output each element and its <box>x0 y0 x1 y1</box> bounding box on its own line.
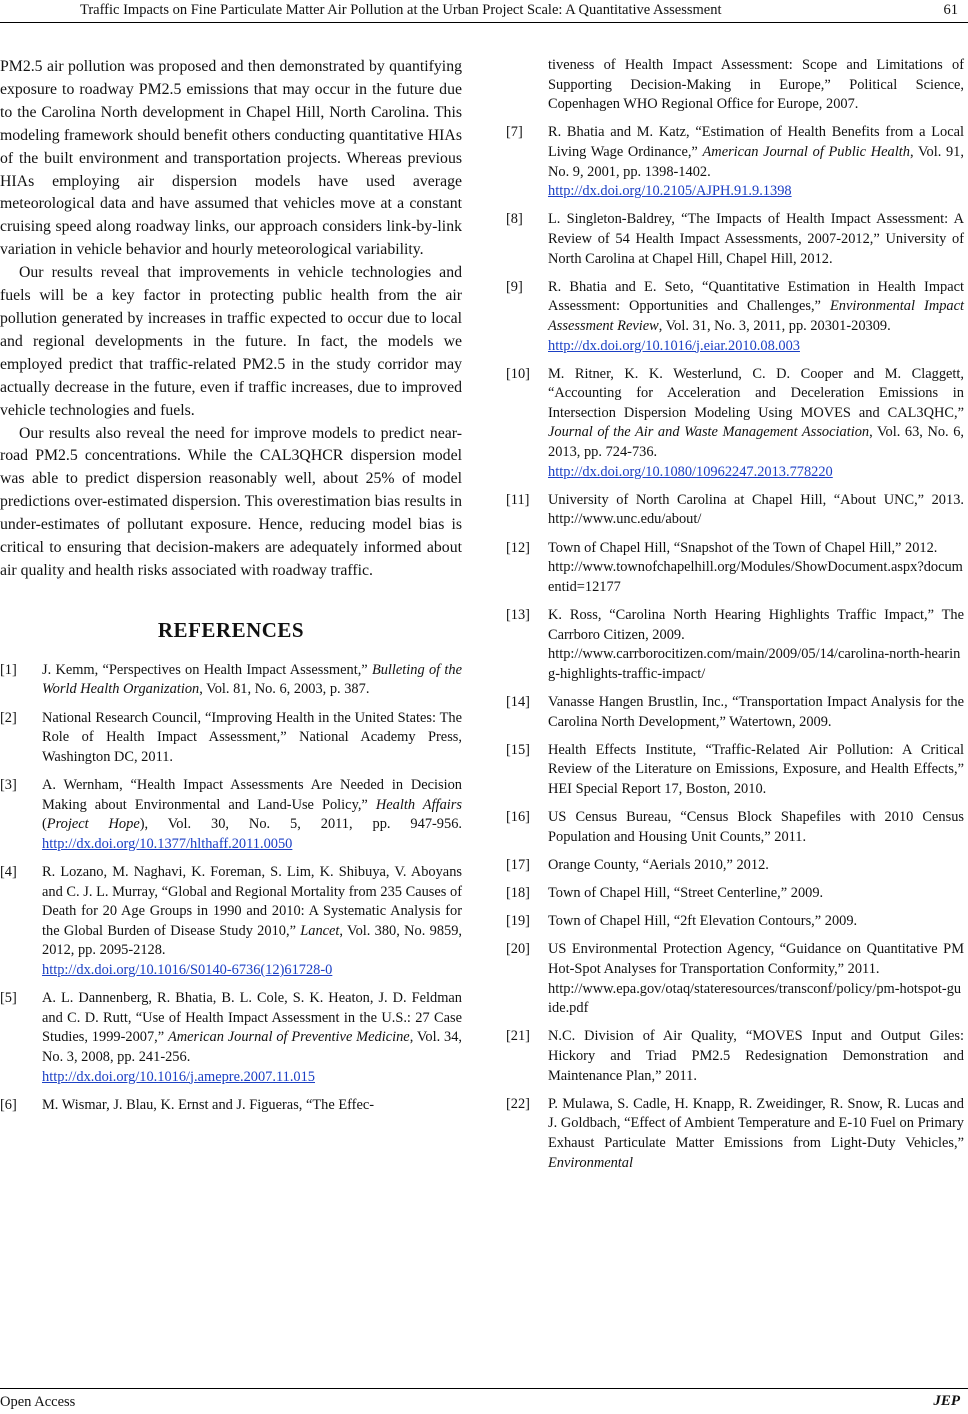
reference-text: P. Mulawa, S. Cadle, H. Knapp, R. Zweidinger, R. Snow, R. Lucas and J. Goldbach, “Effect of Ambient Temperature and E-10 Fuel on Primary Exhaust Particulate Matter Emissions from Light-Duty Vehicles,” Environmental <box>548 1095 964 1171</box>
reference-item <box>506 741 964 800</box>
reference-item <box>0 776 462 854</box>
reference-number: [1] <box>0 661 17 678</box>
open-access-label: Open Access <box>0 1394 76 1410</box>
reference-text: M. Wismar, J. Blau, K. Ernst and J. Figueras, “The Effec- <box>42 1096 375 1113</box>
journal-abbrev: JEP <box>933 1393 960 1409</box>
reference-number: [22] <box>506 1095 530 1112</box>
reference-number: [13] <box>506 607 530 623</box>
reference-text: R. Bhatia and M. Katz, “Estimation of Health Benefits from a Local Living Wage Ordinance,” American Journal of Public Health, Vol. 91, No. 9, 2001, pp. 1398-1402. http://dx.doi.org/10.2105/AJPH.91.9.1398 <box>548 124 964 200</box>
reference-text: R. Bhatia and E. Seto, “Quantitative Estimation in Health Impact Assessment: Opportunities and Challenges,” Environmental Impact Assessment Review, Vol. 31, No. 3, 2011, pp. 20301-20309. http://dx.doi.org/10.1016/j.eiar.2010.08.003 <box>548 278 964 354</box>
body-paragraph: Our results reveal that improvements in vehicle technologies and fuels will be a key factor in protecting public health from the air pollution generated by increases in traffic expected to occur due to local and regional developments in the future. In fact, the models we employed predict that traffic-related PM2.5 in the study corridor may actually decrease in the future, even if traffic increases, due to improved vehicle technologies and fuels. <box>0 264 462 419</box>
page-footer <box>0 1388 968 1414</box>
reference-text: National Research Council, “Improving Health in the United States: The Role of Health Impact Assessment,” National Academy Press, Washington DC, 2011. <box>42 709 462 765</box>
reference-item <box>506 1027 964 1086</box>
reference-number: [7] <box>506 124 523 141</box>
reference-number: [5] <box>0 990 17 1007</box>
reference-text: A. Wernham, “Health Impact Assessments Are Needed in Decision Making about Environmental and Land-Use Policy,” Health Affairs (Project Hope), Vol. 30, No. 5, 2011, pp. 947-956. http://dx.doi.org/10.1377/hlthaff.2011.0050 <box>42 777 462 852</box>
reference-continuation: tiveness of Health Impact Assessment: Scope and Limitations of Supporting Decision-Making in Europe,” Political Science, Copenhagen WHO Regional Office for Europe, 2007. <box>548 57 964 113</box>
reference-text: Health Effects Institute, “Traffic-Related Air Pollution: A Critical Review of the Literature on Emissions, Exposure, and Health Effects,” HEI Special Report 17, Boston, 2010. <box>548 741 964 797</box>
reference-url: http://www.epa.gov/otaq/stateresources/transconf/policy/pm-hotspot-guide.pdf <box>548 980 962 1017</box>
doi-link[interactable]: http://dx.doi.org/10.2105/AJPH.91.9.1398 <box>548 183 792 200</box>
reference-text: L. Singleton-Baldrey, “The Impacts of Health Impact Assessment: A Review of 54 Health Impact Assessments, 2007-2012,” University of North Carolina at Chapel Hill, Chapel Hill, 2012. <box>548 211 964 267</box>
reference-number: [21] <box>506 1028 530 1045</box>
reference-text: Town of Chapel Hill, “Snapshot of the Town of Chapel Hill,” 2012. http://www.townofchapelhill.org/Modules/ShowDocument.aspx?documentid=12177 <box>548 539 963 595</box>
reference-url: http://www.carrborocitizen.com/main/2009/05/14/carolina-north-hearing-highlights-traffic-impact/ <box>548 646 961 682</box>
reference-item <box>506 808 964 847</box>
reference-item <box>0 863 462 981</box>
reference-item <box>506 491 964 530</box>
reference-item <box>0 1096 462 1116</box>
reference-number: [6] <box>0 1096 17 1113</box>
reference-url: http://www.townofchapelhill.org/Modules/ShowDocument.aspx?documentid=12177 <box>548 559 963 595</box>
reference-text: A. L. Dannenberg, R. Bhatia, B. L. Cole, S. K. Heaton, J. D. Feldman and C. D. Rutt, “Use of Health Impact Assessment in the U.S.: 27 Case Studies, 1999-2007,” American Journal of Preventive Medicine, Vol. 34, No. 3, 2008, pp. 241-256. http://dx.doi.org/10.1016/j.amepre.2007.11.015 <box>42 990 462 1085</box>
reference-text: Orange County, “Aerials 2010,” 2012. <box>548 856 769 873</box>
reference-text: Vanasse Hangen Brustlin, Inc., “Transportation Impact Analysis for the Carolina North Development,” Watertown, 2009. <box>548 693 964 730</box>
reference-number: [20] <box>506 941 530 958</box>
reference-item <box>506 912 964 932</box>
reference-text: US Environmental Protection Agency, “Guidance on Quantitative PM Hot-Spot Analyses for Transportation Conformity,” 2011. http://www.epa.gov/otaq/stateresources/transconf/policy/pm-hotspot-guide.pdf <box>548 941 964 1017</box>
reference-item <box>0 709 462 768</box>
reference-number: [17] <box>506 856 530 873</box>
reference-item <box>506 210 964 269</box>
reference-item <box>506 365 964 483</box>
reference-number: [3] <box>0 777 17 793</box>
reference-number: [15] <box>506 741 530 758</box>
reference-item <box>506 693 964 732</box>
reference-number: [4] <box>0 863 17 880</box>
reference-number: [11] <box>506 491 530 508</box>
reference-number: [12] <box>506 539 530 556</box>
body-paragraph: Our results also reveal the need for improve models to predict near-road PM2.5 concentrations. While the CAL3QHCR dispersion model was able to predict dispersion reasonably well, about 25% of model predictions over-estimated dispersion. This overestimation bias results in under-estimates of pollutant exposure. Hence, reducing model bias is critical to ensuring that decision-makers are adequately informed about air quality and health risks associated with roadway traffic. <box>0 424 462 579</box>
reference-text: R. Lozano, M. Naghavi, K. Foreman, S. Lim, K. Shibuya, V. Aboyans and C. J. L. Murray, “Global and Regional Mortality from 235 Causes of Death for 20 Age Groups in 1990 and 2010: A Systematic Analysis for the Global Burden of Disease Study 2010,” Lancet, Vol. 380, No. 9859, 2012, pp. 2095-2128. http://dx.doi.org/10.1016/S0140-6736(12)61728-0 <box>42 863 462 978</box>
reference-text: University of North Carolina at Chapel Hill, “About UNC,” 2013. http://www.unc.edu/about/ <box>548 491 964 528</box>
doi-link[interactable]: http://dx.doi.org/10.1016/S0140-6736(12)61728-0 <box>42 961 333 978</box>
reference-number: [16] <box>506 809 530 826</box>
reference-number: [10] <box>506 365 530 382</box>
reference-text: J. Kemm, “Perspectives on Health Impact Assessment,” Bulleting of the World Health Organization, Vol. 81, No. 6, 2003, p. 387. <box>42 661 462 698</box>
reference-item <box>506 884 964 904</box>
right-column <box>506 56 964 1182</box>
doi-link[interactable]: http://dx.doi.org/10.1016/j.amepre.2007.11.015 <box>42 1068 315 1085</box>
reference-text: N.C. Division of Air Quality, “MOVES Input and Output Giles: Hickory and Triad PM2.5 Redesignation Demonstration and Maintenance Plan,” 2011. <box>548 1028 964 1084</box>
left-column <box>0 56 462 1124</box>
body-paragraph: PM2.5 air pollution was proposed and then demonstrated by quantifying exposure to roadway PM2.5 emissions that may occur in the future due to the Carolina North development in Chapel Hill, North Carolina. This modeling framework should benefit others conducting quantitative HIAs of the built environment and transportation projects. Whereas previous HIAs employing air dispersion models have used average meteorological data and have assumed that vehicles move at a constant cruising speed along roadway links, our approach considers link-by-link variation in vehicle behavior and hourly meteorological variability. <box>0 58 462 259</box>
reference-item <box>506 606 964 684</box>
reference-item <box>506 278 964 356</box>
reference-number: [9] <box>506 278 523 295</box>
reference-text: Town of Chapel Hill, “2ft Elevation Contours,” 2009. <box>548 913 858 930</box>
reference-number: [14] <box>506 693 530 710</box>
reference-item <box>506 539 964 598</box>
reference-number: [18] <box>506 885 530 902</box>
reference-item <box>0 989 462 1087</box>
doi-link[interactable]: http://dx.doi.org/10.1016/j.eiar.2010.08.003 <box>548 337 800 354</box>
doi-link[interactable]: http://dx.doi.org/10.1080/10962247.2013.778220 <box>548 463 833 480</box>
reference-number: [2] <box>0 709 17 726</box>
page-number: 61 <box>943 2 958 18</box>
reference-text: US Census Bureau, “Census Block Shapefiles with 2010 Census Population and Housing Unit Counts,” 2011. <box>548 809 964 845</box>
reference-number: [8] <box>506 211 523 228</box>
reference-item <box>506 940 964 1018</box>
reference-number: [19] <box>506 913 530 930</box>
references-heading: REFERENCES <box>157 617 305 642</box>
reference-item <box>506 856 964 876</box>
reference-item <box>0 661 462 700</box>
doi-link[interactable]: http://dx.doi.org/10.1377/hlthaff.2011.0050 <box>42 835 293 852</box>
footer-rule <box>0 1388 968 1389</box>
running-title: Traffic Impacts on Fine Particulate Matter Air Pollution at the Urban Project Scale: A Quantitative Assessment <box>80 2 722 18</box>
reference-item <box>506 1095 964 1173</box>
running-header <box>0 0 968 26</box>
reference-text: K. Ross, “Carolina North Hearing Highlights Traffic Impact,” The Carrboro Citizen, 2009. http://www.carrborocitizen.com/main/2009/05/14/carolina-north-hearing-highlights-traffic-impact/ <box>548 607 964 682</box>
reference-text: Town of Chapel Hill, “Street Centerline,” 2009. <box>548 885 824 902</box>
reference-item <box>506 123 964 201</box>
header-rule <box>0 22 968 23</box>
reference-text: M. Ritner, K. K. Westerlund, C. D. Cooper and M. Claggett, “Accounting for Acceleration and Deceleration Emissions in Intersection Dispersion Modeling Using MOVES and CAL3QHC,” Journal of the Air and Waste Management Association, Vol. 63, No. 6, 2013, pp. 724-736. http://dx.doi.org/10.1080/10962247.2013.778220 <box>548 365 964 480</box>
